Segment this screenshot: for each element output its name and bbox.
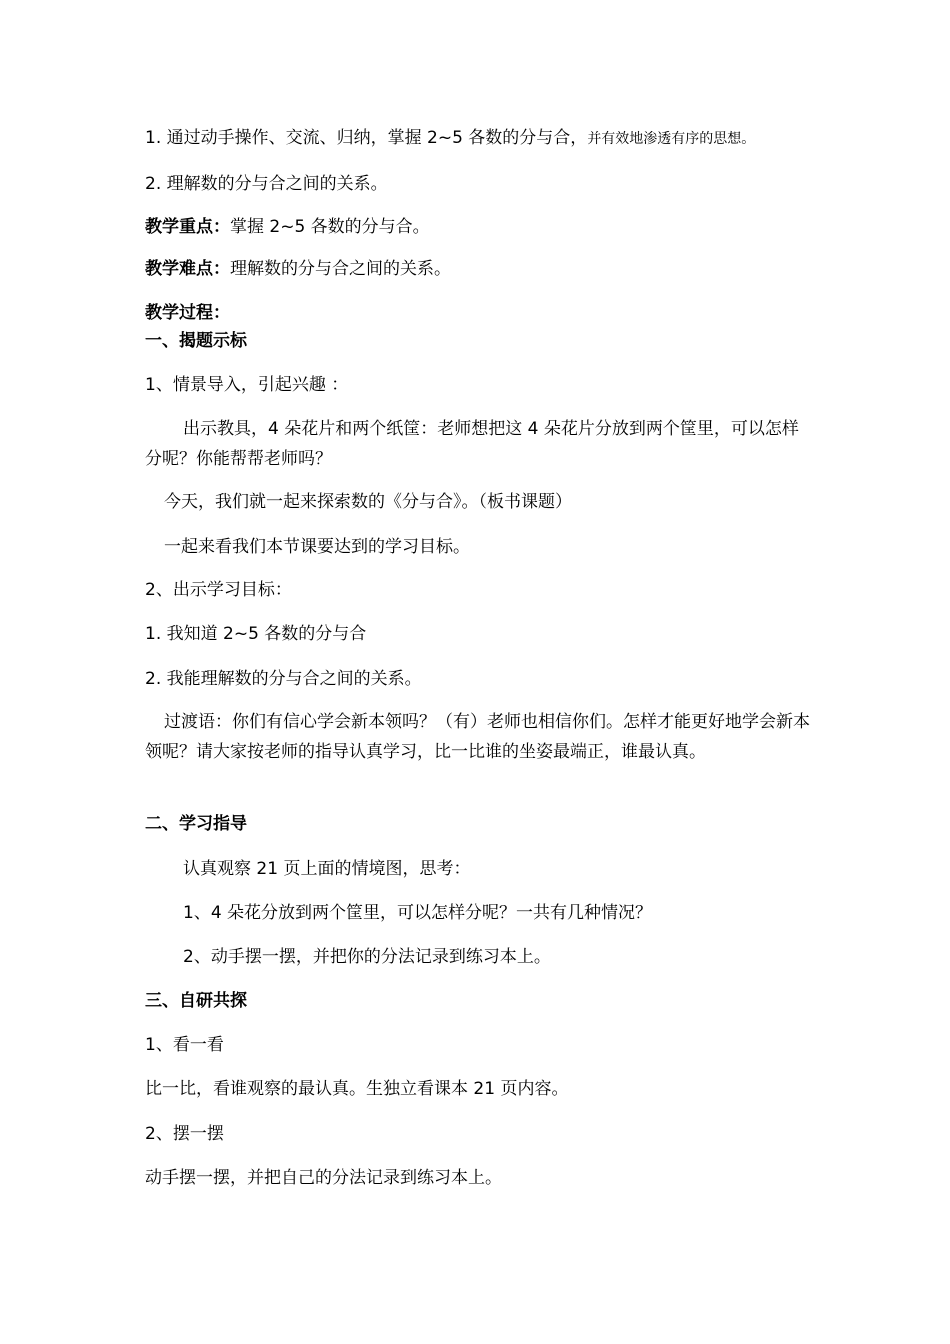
section-1-sub-1: 1、情景导入，引起兴趣 ： <box>145 375 349 395</box>
section-2-question-2: 2、动手摆一摆，并把你的分法记录到练习本上。 <box>183 947 551 967</box>
section-1-para-3: 一起来看我们本节课要达到的学习目标。 <box>164 537 470 557</box>
objective-2: 2. 理解数的分与合之间的关系。 <box>145 174 388 194</box>
section-2-question-1: 1、4 朵花分放到两个筐里，可以怎样分呢？一共有几种情况？ <box>183 903 653 923</box>
section-1-para-1: 出示教具，4 朵花片和两个纸筐：老师想把这 4 朵花片分放到两个筐里，可以怎样分呢？你能帮帮老师吗？ <box>145 419 799 469</box>
section-3-text-2: 动手摆一摆，并把自己的分法记录到练习本上。 <box>145 1168 502 1188</box>
section-1-sub-2: 2、出示学习目标： <box>145 580 292 600</box>
section-1-para-2: 今天，我们就一起来探索数的《分与合》。（板书课题） <box>164 492 572 512</box>
section-1-heading: 一、揭题示标 <box>145 331 247 351</box>
section-3-text-1: 比一比，看谁观察的最认真。生独立看课本 21 页内容。 <box>145 1079 569 1099</box>
key-point-label: 教学重点： <box>145 217 230 237</box>
key-point-text: 掌握 2~5 各数的分与合。 <box>230 217 430 237</box>
objective-1-tail: 并有效地渗透有序的思想。 <box>587 131 756 147</box>
goal-2: 2. 我能理解数的分与合之间的关系。 <box>145 669 422 689</box>
difficulty-label: 教学难点： <box>145 259 230 279</box>
section-3-sub-1: 1、看一看 <box>145 1035 224 1055</box>
difficulty-text: 理解数的分与合之间的关系。 <box>230 259 451 279</box>
section-2-intro: 认真观察 21 页上面的情境图，思考： <box>183 859 471 879</box>
section-2-heading: 二、学习指导 <box>145 814 247 834</box>
section-3-sub-2: 2、摆一摆 <box>145 1124 224 1144</box>
process-title: 教学过程： <box>145 303 230 323</box>
goal-1: 1. 我知道 2~5 各数的分与合 <box>145 624 367 644</box>
section-3-heading: 三、自研共探 <box>145 991 247 1011</box>
transition-paragraph: 过渡语：你们有信心学会新本领吗？（有）老师也相信你们。怎样才能更好地学会新本领呢？请大家按老师的指导认真学习，比一比谁的坐姿最端正，谁最认真。 <box>145 712 810 762</box>
objective-1 <box>145 127 825 150</box>
difficulty <box>145 258 825 280</box>
key-point <box>145 216 825 238</box>
objective-1-main: 1. 通过动手操作、交流、归纳，掌握 2~5 各数的分与合， <box>145 128 588 148</box>
